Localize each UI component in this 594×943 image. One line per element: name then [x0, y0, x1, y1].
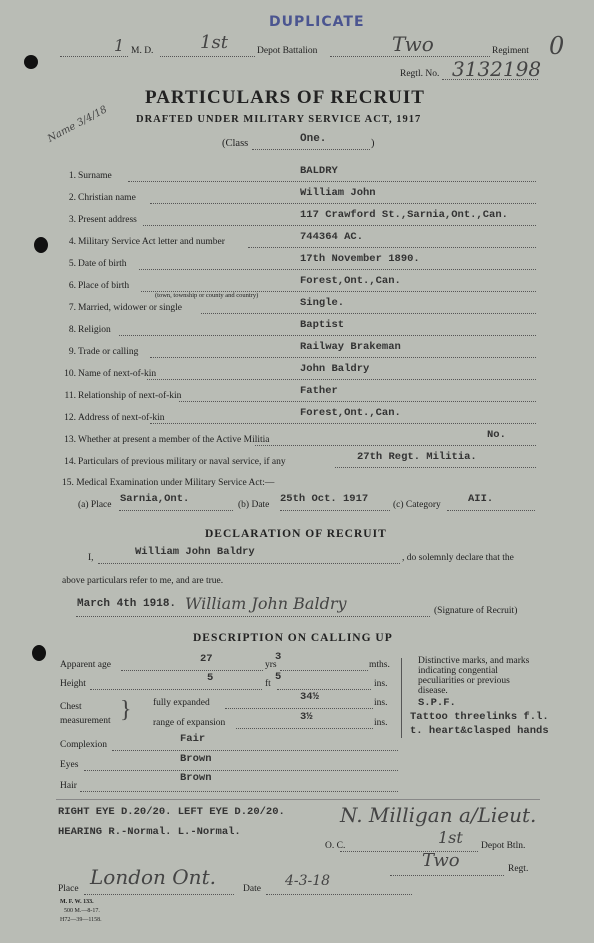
medical-place: Sarnia,Ont. — [120, 493, 190, 505]
declaration-text1: , do solemnly declare that the — [402, 553, 514, 563]
md-label: M. D. — [131, 46, 154, 56]
field-number: 7. — [68, 303, 76, 313]
field-label: Whether at present a member of the Active Militia — [78, 435, 270, 445]
dots — [277, 689, 371, 690]
field-value: William John — [300, 187, 376, 199]
margin-note: Name 3/4/18 — [46, 104, 109, 145]
field-label: Married, widower or single — [78, 303, 182, 313]
medical-place-label: (a) Place — [78, 500, 112, 510]
field-value: Baptist — [300, 319, 345, 331]
field-dots — [139, 269, 536, 270]
field-dots — [147, 379, 536, 380]
hair-value: Brown — [180, 772, 212, 784]
footer-place-value: London Ont. — [90, 865, 216, 889]
duplicate-stamp: DUPLICATE — [269, 14, 365, 30]
field-number: 10. — [64, 369, 76, 379]
field-value: 27th Regt. Militia. — [357, 451, 477, 463]
yrs-label: yrs — [265, 660, 277, 670]
form-code-2: 500 M.—8-17. — [64, 908, 100, 914]
fully-expanded-value: 34½ — [300, 691, 319, 703]
field-dots — [255, 445, 536, 446]
punch-hole-middle — [34, 237, 48, 253]
medical-category-label: (c) Category — [393, 500, 441, 510]
field-value: Railway Brakeman — [300, 341, 401, 353]
hearing-line: HEARING R.-Normal. L.-Normal. — [58, 826, 241, 838]
field-number: 1. — [68, 171, 76, 181]
range-value: 3½ — [300, 711, 313, 723]
range-label: range of expansion — [153, 718, 226, 728]
medical-date-label: (b) Date — [238, 500, 270, 510]
footer-regt-label: Regt. — [508, 864, 529, 874]
footer-depot-value: 1st — [438, 828, 463, 847]
regtl-no-label: Regtl. No. — [400, 69, 440, 79]
dots — [84, 770, 398, 771]
dots — [252, 149, 370, 150]
height-inches: 5 — [275, 671, 282, 683]
class-label: (Class — [222, 138, 249, 149]
complexion-label: Complexion — [60, 740, 107, 750]
eyes-value: Brown — [180, 753, 212, 765]
declaration-name: William John Baldry — [135, 546, 255, 558]
dots — [280, 510, 390, 511]
declaration-i: I, — [88, 553, 94, 563]
field-value: Forest,Ont.,Can. — [300, 407, 401, 419]
field-value: 117 Crawford St.,Sarnia,Ont.,Can. — [300, 209, 508, 221]
chest-label: Chest — [60, 702, 82, 712]
field-dots — [150, 357, 536, 358]
footer-regt-value: Two — [422, 850, 460, 871]
marks-line-2: t. heart&clasped hands — [410, 725, 549, 737]
field-dots — [143, 225, 536, 226]
field-number: 13. — [64, 435, 76, 445]
dots — [447, 510, 535, 511]
field-number: 9. — [68, 347, 76, 357]
field-label: Surname — [78, 171, 112, 181]
regiment-label: Regiment — [492, 46, 529, 56]
field-value: 17th November 1890. — [300, 253, 420, 265]
field-dots — [335, 467, 536, 468]
field-value: John Baldry — [300, 363, 370, 375]
depot-battalion-label: Depot Battalion — [257, 46, 318, 56]
dots — [76, 616, 430, 617]
declaration-text2: above particulars refer to me, and are true. — [62, 576, 224, 586]
depot-battalion-value: 1st — [200, 32, 228, 53]
field-dots — [128, 181, 536, 182]
ft-label: ft — [265, 679, 271, 689]
complexion-value: Fair — [180, 733, 206, 745]
form-code-1: M. F. W. 133. — [60, 899, 94, 905]
field-value: Single. — [300, 297, 345, 309]
footer-date-value: 4-3-18 — [285, 873, 331, 889]
marks-heading: Distinctive marks, and marks indicating congential peculiarities or previous disease. — [418, 656, 530, 696]
footer-place-label: Place — [58, 884, 79, 894]
field-label: Religion — [78, 325, 111, 335]
field-number: 4. — [68, 237, 76, 247]
regiment-value: Two — [392, 32, 434, 56]
field-label: Particulars of previous military or naval service, if any — [78, 457, 286, 467]
field-label: Place of birth — [78, 281, 130, 291]
field-label: Present address — [78, 215, 137, 225]
hair-label: Hair — [60, 781, 77, 791]
fully-expanded-label: fully expanded — [153, 698, 210, 708]
dots — [112, 750, 398, 751]
birth-place-note: (town, township or county and country) — [155, 292, 259, 299]
ins-label-2: ins. — [374, 698, 388, 708]
footer-rule — [56, 799, 540, 800]
field-dots — [201, 313, 536, 314]
field-number: 3. — [68, 215, 76, 225]
regtl-no-value: 3132198 — [452, 57, 542, 81]
dots — [160, 56, 255, 57]
field-label: Relationship of next-of-kin — [78, 391, 182, 401]
field-label: Trade or calling — [78, 347, 139, 357]
field-label: Date of birth — [78, 259, 127, 269]
medical-category: AII. — [468, 493, 494, 505]
field-label: Christian name — [78, 193, 136, 203]
height-label: Height — [60, 679, 86, 689]
marks-line-1: Tattoo threelinks f.l. — [410, 711, 549, 723]
field-value: No. — [487, 429, 506, 441]
medical-date: 25th Oct. 1917 — [280, 493, 369, 505]
signature-label: (Signature of Recruit) — [434, 606, 518, 616]
punch-hole-bottom — [32, 645, 46, 661]
declaration-date: March 4th 1918. — [77, 598, 177, 610]
field-number: 6. — [68, 281, 76, 291]
field-value: BALDRY — [300, 165, 338, 177]
chest-measurement-label: measurement — [60, 716, 111, 726]
field-value: Father — [300, 385, 338, 397]
height-feet: 5 — [207, 672, 214, 684]
age-months: 3 — [275, 651, 282, 663]
corner-mark: 0 — [549, 32, 565, 60]
field-dots — [248, 247, 536, 248]
field-number: 11. — [64, 391, 76, 401]
marks-divider — [401, 658, 402, 738]
field-label: Name of next-of-kin — [78, 369, 157, 379]
dots — [225, 708, 373, 709]
field-value: 744364 AC. — [300, 231, 364, 243]
field-dots — [119, 335, 536, 336]
field-number: 8. — [68, 325, 76, 335]
punch-hole-top — [24, 55, 38, 69]
field-label: Military Service Act letter and number — [78, 237, 225, 247]
dots — [390, 875, 504, 876]
form-title: PARTICULARS OF RECRUIT — [145, 87, 425, 108]
form-code-3: H72—39—1158. — [60, 917, 102, 923]
md-number: 1 — [114, 36, 125, 55]
field-dots — [179, 401, 536, 402]
field-number: 14. — [64, 457, 76, 467]
dots — [98, 563, 400, 564]
footer-date-label: Date — [243, 884, 261, 894]
dots — [60, 56, 128, 57]
form-subtitle: DRAFTED UNDER MILITARY SERVICE ACT, 1917 — [136, 114, 422, 125]
field-number: 2. — [68, 193, 76, 203]
dots — [266, 894, 412, 895]
dots — [80, 791, 398, 792]
marks-code: S.P.F. — [418, 697, 456, 709]
description-heading: DESCRIPTION ON CALLING UP — [193, 632, 393, 644]
dots — [280, 670, 368, 671]
dots — [236, 728, 373, 729]
dots — [119, 510, 233, 511]
field-number: 5. — [68, 259, 76, 269]
chest-brace: } — [120, 697, 132, 723]
recruit-signature: William John Baldry — [185, 594, 347, 613]
age-years: 27 — [200, 653, 213, 665]
eyes-label: Eyes — [60, 760, 79, 770]
field-dots — [150, 423, 536, 424]
class-value: One. — [300, 133, 327, 145]
ins-label: ins. — [374, 679, 388, 689]
footer-depot-label: Depot Btln. — [481, 841, 526, 851]
medical-label: 15. Medical Examination under Military Service Act:— — [62, 478, 275, 488]
eye-test-line: RIGHT EYE D.20/20. LEFT EYE D.20/20. — [58, 806, 285, 818]
field-value: Forest,Ont.,Can. — [300, 275, 401, 287]
class-close: ) — [371, 138, 375, 149]
age-label: Apparent age — [60, 660, 111, 670]
mths-label: mths. — [369, 660, 390, 670]
dots — [90, 689, 262, 690]
dots — [121, 670, 263, 671]
ins-label-3: ins. — [374, 718, 388, 728]
field-number: 12. — [64, 413, 76, 423]
oc-label: O. C. — [325, 841, 346, 851]
declaration-heading: DECLARATION OF RECRUIT — [205, 528, 387, 540]
dots — [84, 894, 234, 895]
oc-signature: N. Milligan a/Lieut. — [340, 803, 537, 827]
field-dots — [150, 203, 536, 204]
field-label: Address of next-of-kin — [78, 413, 165, 423]
